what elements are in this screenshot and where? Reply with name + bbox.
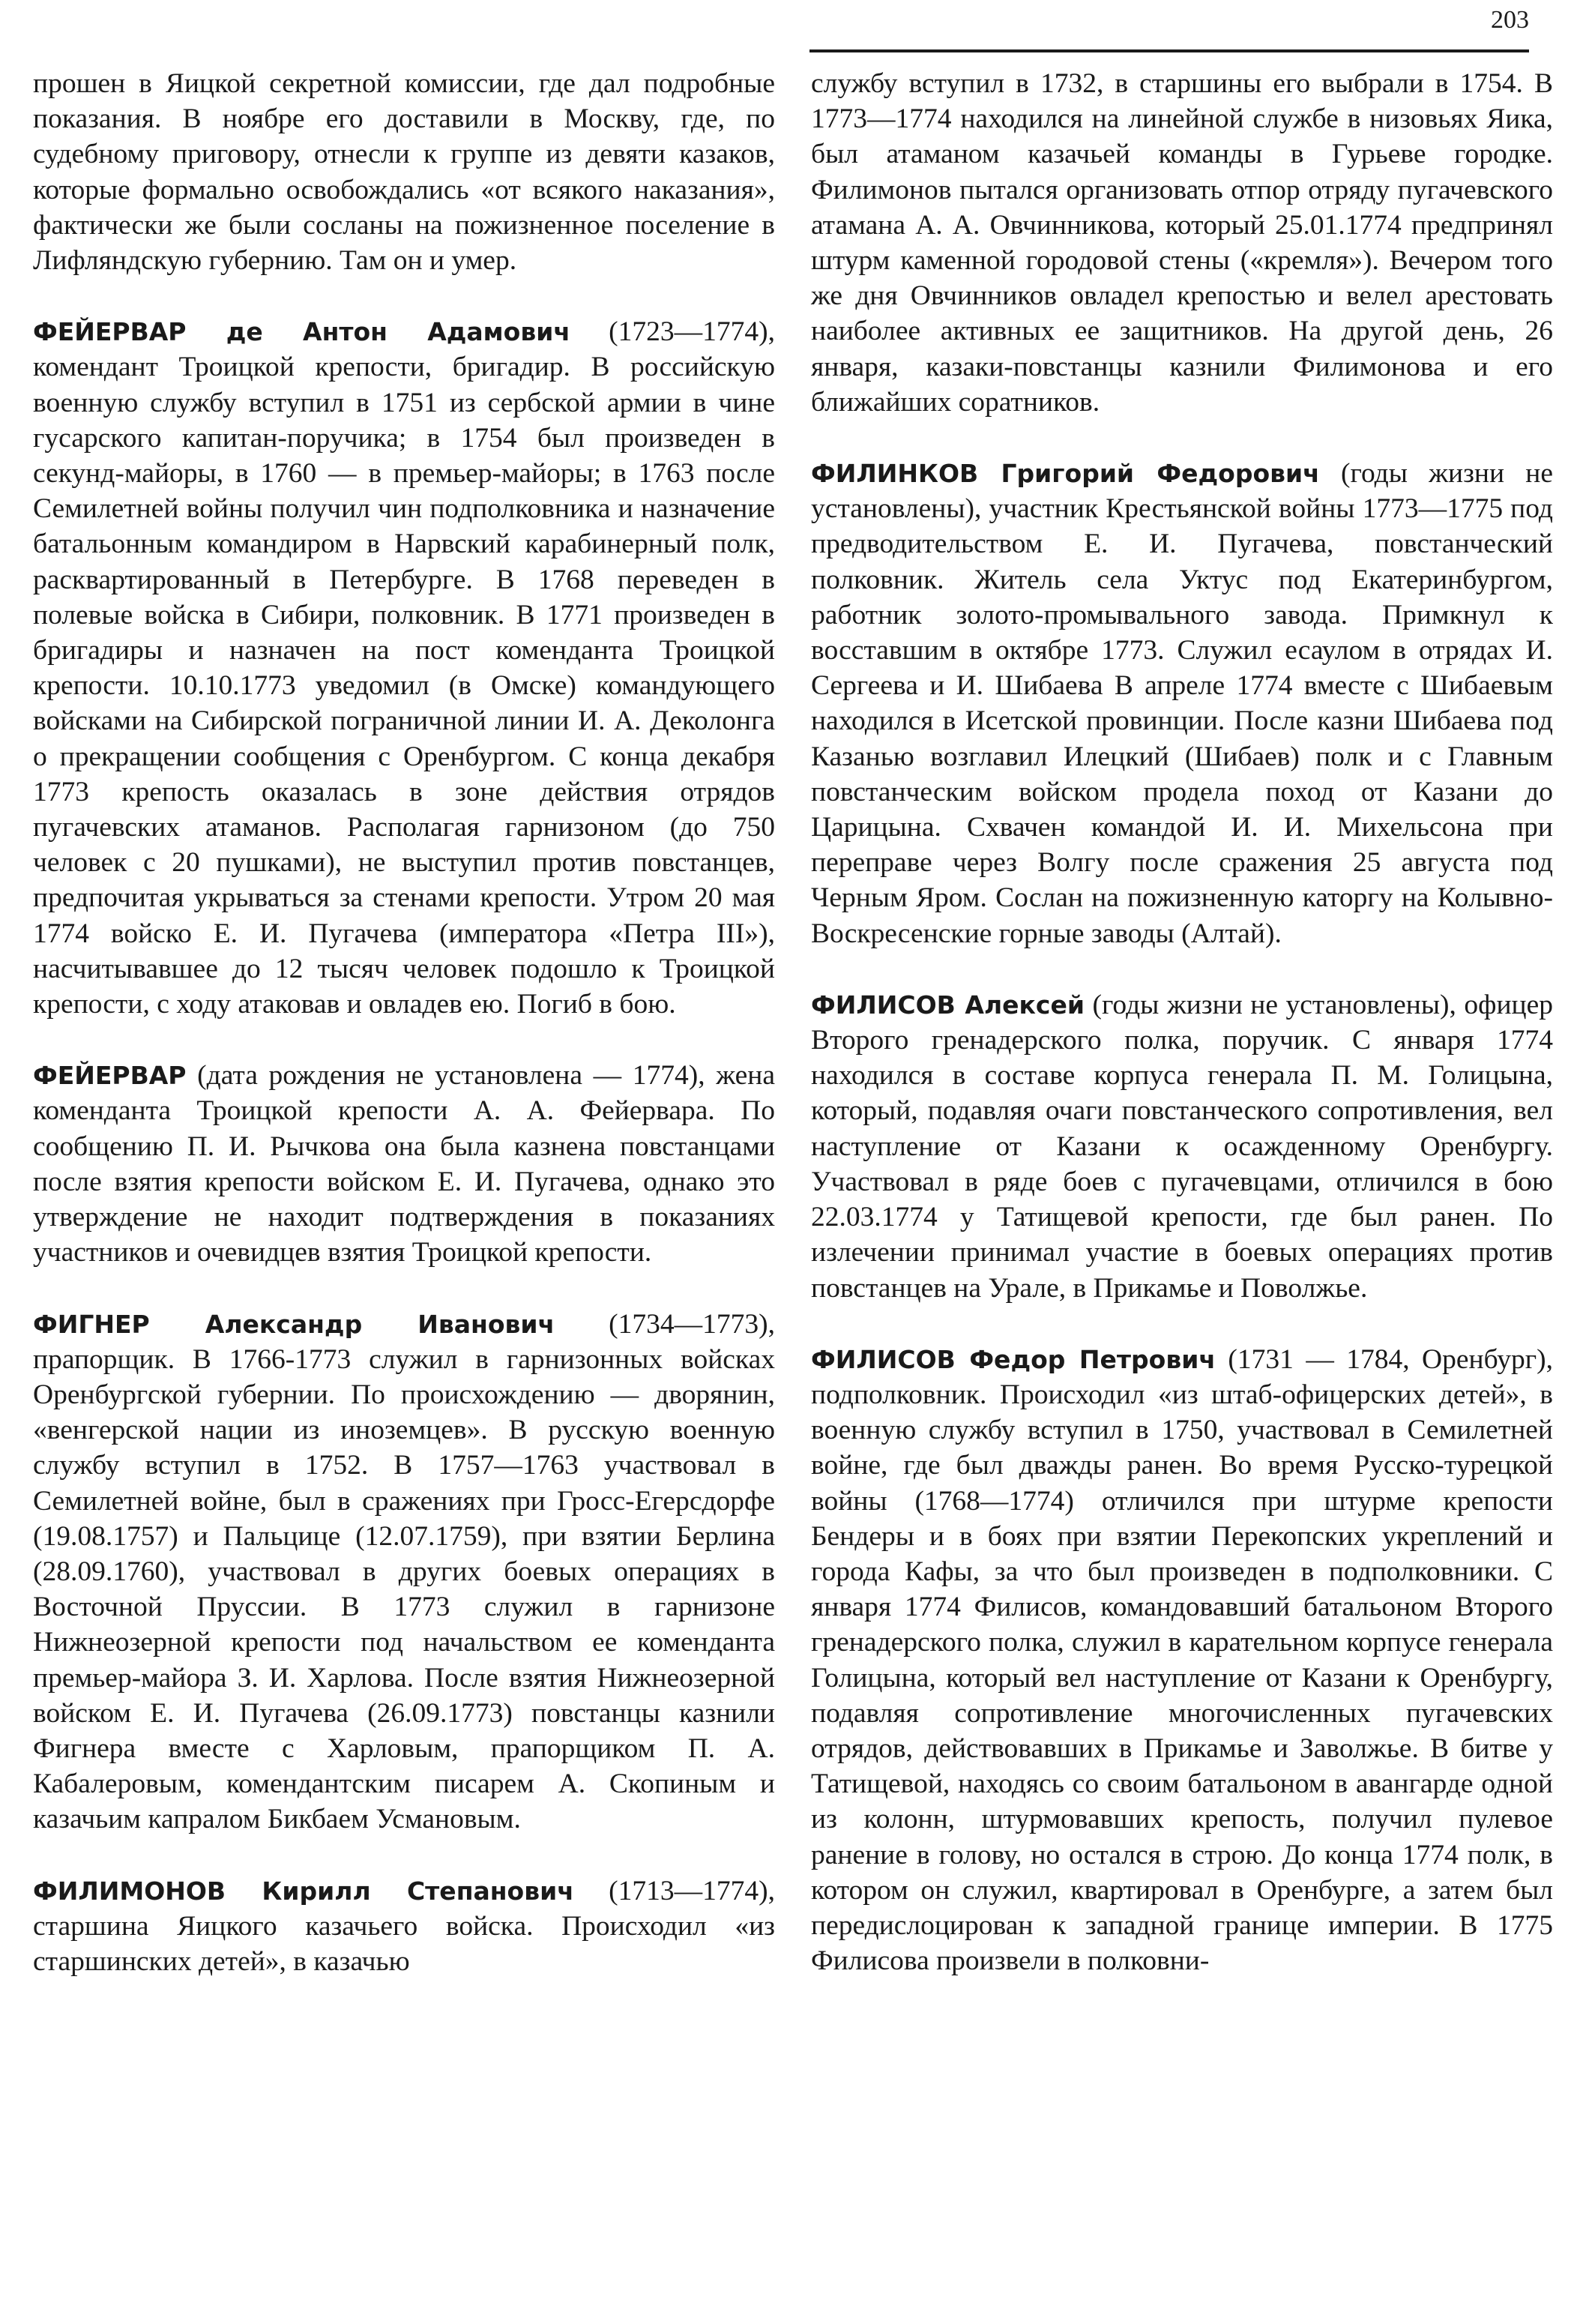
page-number: 203 xyxy=(1491,6,1529,34)
entry-headword: ФЕЙЕРВАР де Антон Адамович xyxy=(33,317,570,347)
entry-headword: ФИЛИСОВ Алексей xyxy=(811,990,1085,1020)
entry-text: (1713—1774), старшина Яицкого казачьего войска. Происходил «из старшинских детей», в казачью xyxy=(33,1875,775,1977)
entry-text: (1734—1773), прапорщик. В 1766-1773 служил в гарнизонных войсках Оренбургской губернии. По происхождению — дворянин, «венгерской нации из иноземцев». В русскую военную службу вступил в 1752. В 1757—1763 участвовал в Семилетней войне, был в сражениях при Гросс-Егерсдорфе (19.08.1757) и Пальцице (12.07.1759), при взятии Берлина (28.09.1760), участвовал в других боевых операциях в Восточной Пруссии. В 1773 служил в гарнизоне Нижнеозерной крепости под начальством ее коменданта премьер-майора З. И. Харлова. После взятия Нижнеозерной войском Е. И. Пугачева (26.09.1773) повстанцы казнили Фигнера вместе с Харловым, прапорщиком П. А. Кабалеровым, комендантским писарем А. Скопиным и казачьим капралом Бикбаем Усмановым. xyxy=(33,1308,775,1835)
entry-feyervar-anton xyxy=(33,314,775,1022)
entry-headword: ФИЛИНКОВ Григорий Федорович xyxy=(811,459,1320,489)
entry-headword: ФИЛИМОНОВ Кирилл Степанович xyxy=(33,1876,574,1906)
entry-headword: ФИГНЕР Александр Иванович xyxy=(33,1309,555,1339)
entry-headword: ФЕЙЕРВАР xyxy=(33,1061,187,1091)
entry-text: (дата рождения не установлена — 1774), жена коменданта Троицкой крепости А. А. Фейервара. По сообщению П. И. Рычкова она была казнена повстанцами после взятия крепости войском Е. И. Пугачева, однако это утверждение не находит подтверждения в показаниях участников и очевидцев взятия Троицкой крепости. xyxy=(33,1060,775,1268)
header-rule xyxy=(809,49,1529,52)
entry-text: (1723—1774), комендант Троицкой крепости, бригадир. В российскую военную службу вступил в 1751 из сербской армии в чине гусарского капитан-поручика; в 1754 был произведен в секунд-майоры, в 1760 — в премьер-майоры; в 1763 после Семилетней войны получил чин подполковника и назначение батальонным командиром в Нарвский карабинерный полк, расквартированный в Петербурге. В 1768 переведен в полевые войска в Сибири, полковник. В 1771 произведен в бригадиры и назначен на пост коменданта Троицкой крепости. 10.10.1773 уведомил (в Омске) командующего войсками на Сибирской пограничной линии И. А. Деколонга о прекращении сообщения с Оренбургом. С конца декабря 1773 крепость оказалась в зоне действия отрядов пугачевских атаманов. Располагая гарнизоном (до 750 человек с 20 пушками), не выступил против повстанцев, предпочитая укрываться за стенами крепости. Утром 20 мая 1774 войско Е. И. Пугачева (императора «Петра III»), насчитывавшее до 12 тысяч человек подошло к Троицкой крепости, с ходу атаковав и овладев ею. Погиб в бою. xyxy=(33,316,775,1020)
continuation-text: службу вступил в 1732, в старшины его выбрали в 1754. В 1773—1774 находился на линейной службе в низовьях Яика, был атаманом казачьей команды в Гурьеве городке. Филимонов пытался организовать отпор отряду пугачевского атамана А. А. Овчинникова, который 25.01.1774 предпринял штурм каменной городовой стены («кремля»). Вечером того же дня Овчинников овладел крепостью и велел арестовать наиболее активных ее защитников. На другой день, 26 января, казаки-повстанцы казнили Филимонова и его ближайших соратников. xyxy=(811,68,1553,418)
entry-figner xyxy=(33,1307,775,1837)
right-column xyxy=(811,66,1553,1978)
entry-filinkov xyxy=(811,456,1553,951)
entry-feyervar-wife xyxy=(33,1058,775,1270)
entry-filimonov xyxy=(33,1873,775,1980)
left-column xyxy=(33,66,775,1979)
entry-text: (1731 — 1784, Оренбург), подполковник. Происходил «из штаб-офицерских детей», в военную службу вступил в 1750, участвовал в Семилетней войне, где был дважды ранен. Во время Русско-турецкой войны (1768—1774) отличился при штурме крепости Бендеры и в боях при взятии Перекопских укреплений и города Кафы, за что был произведен в подполковники. С января 1774 Филисов, командовавший батальоном Второго гренадерского полка, служил в карательном корпусе генерала Голицына, который вел наступление от Казани к Оренбургу, подавляя сопротивление многочисленных пугачевских отрядов, действовавших в Прикамье и Заволжье. В битве у Татищевой, находясь со своим батальоном в авангарде одной из колонн, штурмовавших крепость, получил пулевое ранение в голову, но остался в строю. До конца 1774 полк, в котором он служил, квартировал в Оренбурге, а затем был передислоцирован к западной границе империи. В 1775 Филисова произвели в полковни- xyxy=(811,1343,1553,1977)
entry-filisov-aleksey xyxy=(811,987,1553,1306)
entry-text: (годы жизни не установлены), участник Крестьянской войны 1773—1775 под предводительством Е. И. Пугачева, повстанческий полковник. Житель села Уктус под Екатеринбургом, работник золото-промывального завода. Примкнул к восставшим в октябре 1773. Служил есаулом в отрядах И. Сергеева и И. Шибаева В апреле 1774 вместе с Шибаевым находился в Исетской провинции. После казни Шибаева под Казанью возглавил Илецкий (Шибаев) полк и с Главным повстанческим войском продела поход от Казани до Царицына. Схвачен командой И. И. Михельсона при переправе через Волгу после сражения 25 августа под Черным Яром. Сослан на пожизненную каторгу на Колывно-Воскресенские горные заводы (Алтай). xyxy=(811,458,1553,949)
entry-text: (годы жизни не установлены), офицер Второго гренадерского полка, поручик. С января 1774 находился в составе корпуса генерала П. М. Голицына, который, подавляя очаги повстанческого сопротивления, вел наступление от Казани к осажденному Оренбургу. Участвовал в ряде боев с пугачевцами, отличился в бою 22.03.1774 у Татищевой крепости, где был ранен. По излечении принимал участие в боевых операциях против повстанцев на Урале, в Прикамье и Поволжье. xyxy=(811,989,1553,1304)
entry-headword: ФИЛИСОВ Федор Петрович xyxy=(811,1344,1216,1374)
continuation-text: прошен в Яицкой секретной комиссии, где дал подробные показания. В ноябре его доставили в Москву, где, по судебному приговору, отнесли к группе из девяти казаков, которые формально освобождались «от всякого наказания», фактически же были сосланы на пожизненное поселение в Лифляндскую губернию. Там он и умер. xyxy=(33,68,775,277)
entry-filisov-fedor xyxy=(811,1342,1553,1979)
